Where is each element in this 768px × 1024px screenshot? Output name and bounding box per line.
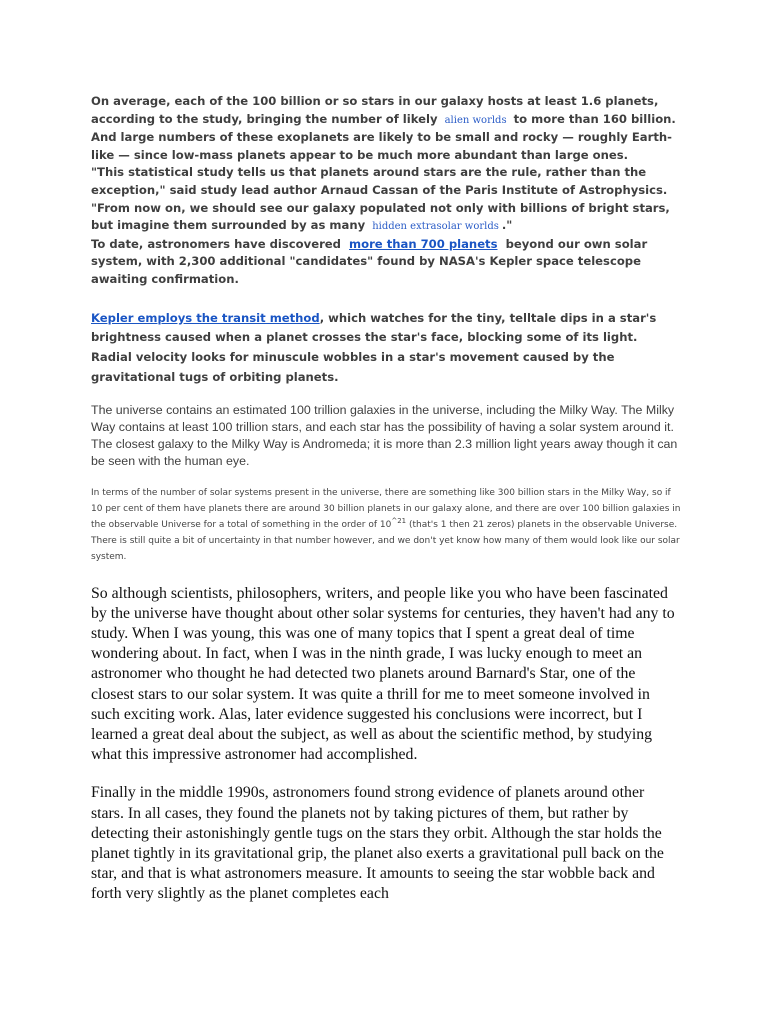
paragraph-galaxy-planets: [91, 93, 681, 289]
text-segment: , which watches for the tiny, telltale dips in a star's brightness caused when a planet crosses the star's face, blocking some of its light. Radial velocity looks for minuscule wobbles in a star's movement caused by the gravitational tugs of orbiting planets.: [91, 310, 657, 384]
text-segment: On average, each of the 100 billion or so stars in our galaxy hosts at least 1.6 planets, according to the study, bringing the number of likely: [91, 94, 659, 126]
text-segment: beyond our own solar system, with 2,300 additional "candidates" found by NASA's Kepler space telescope awaiting confirmation.: [91, 236, 648, 286]
text-segment: to more than 160 billion. And large numbers of these exoplanets are likely to be small and rocky — roughly Earth-like — since low-mass planets appear to be much more abundant than large ones.: [91, 111, 676, 162]
paragraph-1990s-discovery: Finally in the middle 1990s, astronomers found strong evidence of planets around other stars. In all cases, they found the planets not by taking pictures of them, but rather by detecting their astonishingly gentle tugs on the stars they orbit. Although the star holds the planet tightly in its gravitational grip, the planet also exerts a gravitational pull back on the star, and that is what astronomers measure. It amounts to seeing the star wobble back and forth very slightly as the planet completes each: [91, 784, 664, 903]
superscript-exponent: ^21: [391, 516, 407, 525]
text-segment: "This statistical study tells us that planets around stars are the rule, rather than the exception," said study lead author Arnaud Cassan of the Paris Institute of Astrophysics. "From now on, we should see our galaxy populated not only with billions of bright stars, but imagine them surrounded by as many: [91, 165, 670, 233]
link-hidden-extrasolar-worlds[interactable]: hidden extrasolar worlds: [372, 221, 499, 233]
link-kepler-transit-method[interactable]: Kepler employs the transit method: [91, 310, 320, 325]
paragraph-universe-galaxies: The universe contains an estimated 100 trillion galaxies in the universe, including the Milky Way. The Milky Way contains at least 100 trillion stars, and each star has the possibility of having a solar system around it. The closest galaxy to the Milky Way is Andromeda; it is more than 2.3 million light years away though it can be seen with the human eye.: [91, 402, 678, 469]
text-segment: .": [501, 218, 513, 233]
text-segment: (that's 1 then 21 zeros) planets in the observable Universe. There is still quite a bit of uncertainty in that number however, and we don't yet know how many of them would look like our solar system.: [91, 519, 680, 563]
paragraph-barnards-star: So although scientists, philosophers, writers, and people like you who have been fascinated by the universe have thought about other solar systems for centuries, they haven't had any to study. When I was young, this was one of many topics that I spent a great deal of time wondering about. In fact, when I was in the ninth grade, I was lucky enough to meet an astronomer who thought he had detected two planets around Barnard's Star, one of the closest stars to our solar system. It was quite a thrill for me to meet someone involved in such exciting work. Alas, later evidence suggested his conclusions were incorrect, but I learned a great deal about the subject, as well as about the scientific method, by studying what this impressive astronomer had accomplished.: [91, 584, 675, 764]
document-page: [91, 93, 681, 905]
text-segment: In terms of the number of solar systems present in the universe, there are something like 300 billion stars in the Milky Way, so if 10 per cent of them have planets there are around 30 billion planets in our galaxy alone, and there are over 100 billion galaxies in the observable Universe for a total of something in the order of 10: [91, 487, 681, 530]
link-alien-worlds[interactable]: alien worlds: [444, 114, 507, 126]
paragraph-solar-systems-count: [91, 485, 681, 566]
paragraph-transit-method: [91, 309, 681, 388]
link-more-than-700-planets[interactable]: more than 700 planets: [349, 236, 498, 251]
text-segment: To date, astronomers have discovered: [91, 236, 341, 251]
